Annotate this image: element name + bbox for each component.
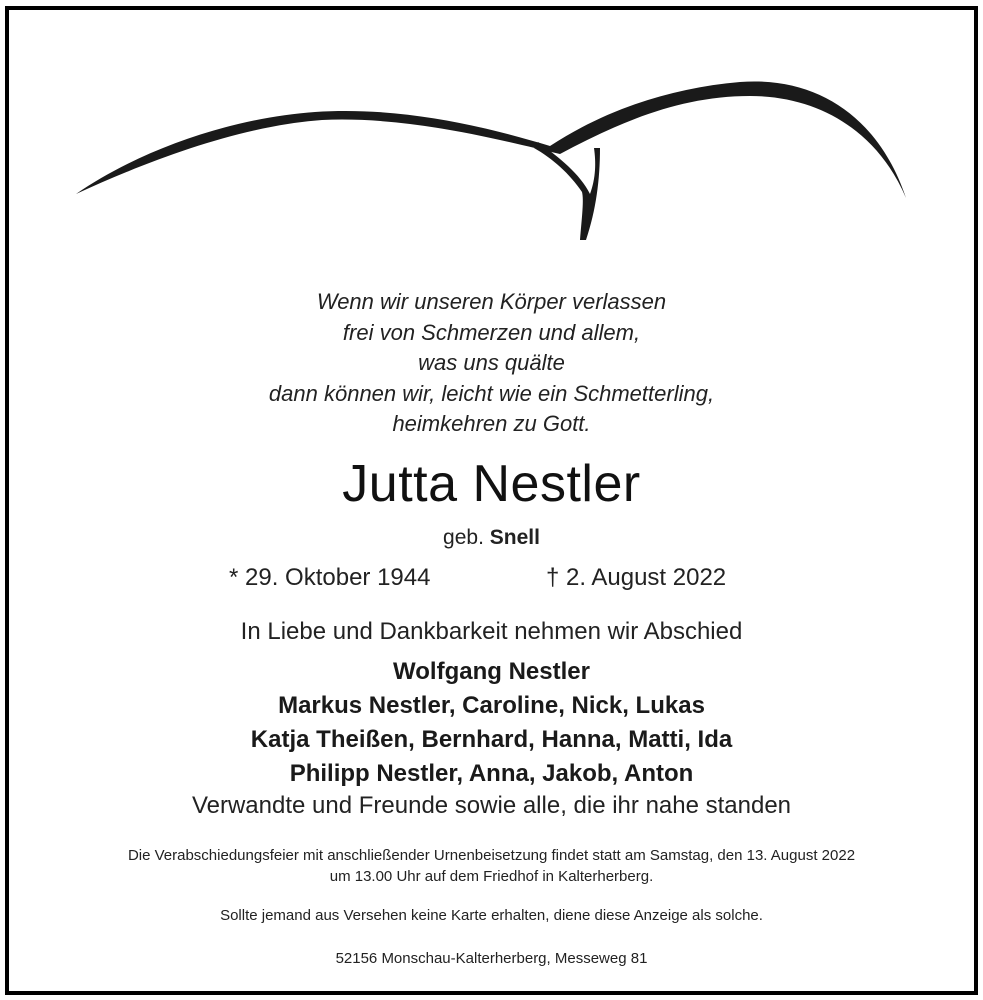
deceased-name: Jutta Nestler — [342, 455, 641, 513]
relatives-text: Verwandte und Freunde sowie alle, die ihr nahe standen — [191, 792, 792, 819]
ceremony-line: um 13.00 Uhr auf dem Friedhof in Kalterherberg. — [329, 868, 654, 885]
family-line: Markus Nestler, Caroline, Nick, Lukas — [278, 692, 705, 719]
poem-line: Wenn wir unseren Körper verlassen — [316, 289, 667, 314]
poem-line: dann können wir, leicht wie ein Schmetterling, — [268, 380, 715, 406]
address: 52156 Monschau-Kalterherberg, Messeweg 81 — [335, 950, 648, 967]
poem — [9, 287, 974, 440]
butterfly-line-icon — [60, 70, 920, 260]
maiden-name — [9, 524, 974, 552]
poem-line: heimkehren zu Gott. — [392, 411, 591, 436]
family-line: Katja Theißen, Bernhard, Hanna, Matti, Ida — [250, 726, 733, 753]
maiden-name-prefix: geb. — [443, 526, 484, 549]
ceremony-line: Die Verabschiedungsfeier mit anschließender Urnenbeisetzung findet statt am Samstag, den 13. August 2022 — [127, 847, 856, 864]
death-date: † 2. August 2022 — [546, 564, 727, 591]
family-list — [9, 655, 974, 791]
poem-line: was uns quälte — [418, 350, 565, 375]
farewell-text: In Liebe und Dankbarkeit nehmen wir Abschied — [240, 618, 743, 645]
birth-date: * 29. Oktober 1944 — [229, 564, 431, 591]
family-line: Philipp Nestler, Anna, Jakob, Anton — [289, 760, 694, 787]
card-notice: Sollte jemand aus Versehen keine Karte erhalten, diene diese Anzeige als solche. — [220, 907, 763, 924]
ceremony-info — [9, 845, 974, 887]
family-line: Wolfgang Nestler — [393, 658, 590, 685]
maiden-name-surname: Snell — [489, 526, 540, 549]
poem-line: frei von Schmerzen und allem, — [342, 319, 641, 345]
